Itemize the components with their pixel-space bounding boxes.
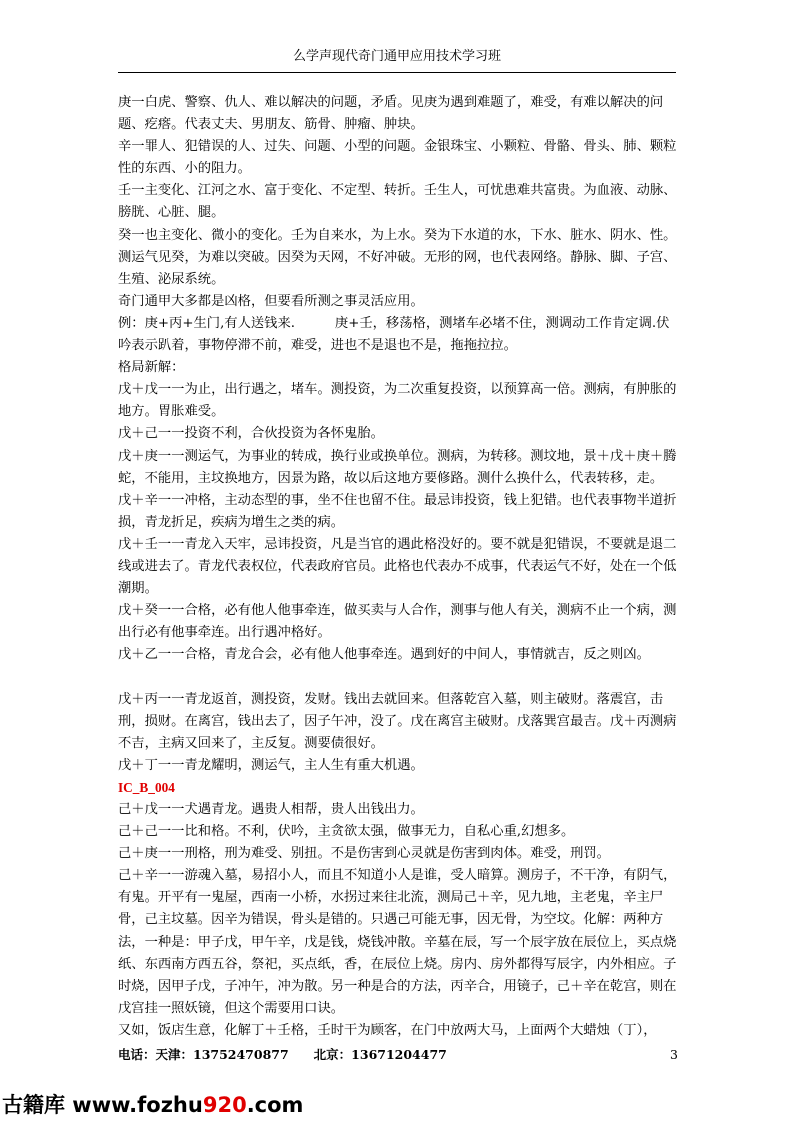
paragraph: 辛一罪人、犯错误的人、过失、问题、小型的问题。金银珠宝、小颗粒、骨骼、骨头、肺、颗粒性的东西、小的阻力。: [118, 139, 677, 177]
paragraph: 戊＋丙一一青龙返首，测投资，发财。钱出去就回来。但落乾宫入墓，则主破财。落震宫，击刑，损财。在离宫，钱出去了，因子午冲，没了。戊在离宫主破财。戊落巽宫最吉。戊＋丙测病不吉，主病又回来了，主反复。测要债很好。: [118, 691, 677, 751]
paragraph: 己＋戊一一犬遇青龙。遇贵人相帮，贵人出钱出力。: [118, 802, 424, 817]
site-watermark: [2, 1088, 303, 1122]
paragraph: 又如，饭店生意，化解丁＋壬格，壬时干为顾客，在门中放两大马，上面两个大蜡烛（丁），: [118, 1022, 657, 1038]
paragraph: 戊＋乙一一合格，青龙合会，必有他人他事牵连。遇到好的中间人，事情就吉，反之则凶。: [118, 647, 650, 663]
section-heading: 格局新解：: [118, 360, 185, 376]
page-number: 3: [670, 1047, 678, 1062]
paragraph: 壬一主变化、江河之水、富于变化、不定型、转折。壬生人，可忧患难共富贵。为血液、动脉、膀胱、心脏、腿。: [118, 183, 677, 221]
paragraph: 庚一白虎、警察、仇人、难以解决的问题，矛盾。见庚为遇到难题了，难受，有难以解决的问题、疙瘩。代表丈夫、男朋友、筋骨、肿瘤、肿块。: [118, 95, 664, 133]
paragraph: 戊＋癸一一合格，必有他人他事牵连，做买卖与人合作，测事与他人有关，测病不止一个病，测出行必有他事牵连。出行遇冲格好。: [118, 603, 677, 641]
watermark-suffix: .com: [246, 1093, 304, 1117]
section-code-label: IC_B_004: [118, 779, 175, 795]
paragraph: 奇门通甲大多都是凶格，但要看所测之事灵活应用。: [118, 293, 424, 309]
paragraph: 戊＋壬一一青龙入天牢，忌讳投资，凡是当官的遇此格没好的。要不就是犯错误，不要就是退二线或进去了。青龙代表权位，代表政府官员。此格也代表办不成事，代表运气不好，处在一个低潮期。: [118, 536, 677, 597]
paragraph: 例：庚+丙+生门,有人送钱来. 庚+壬，移荡格，测堵车必堵不住，测调动工作肯定调.伏吟表示趴着，事物停滞不前，难受，进也不是退也不是，拖拖拉拉。: [118, 315, 670, 354]
paragraph: 己＋庚一一刑格，刑为难受、别扭。不是伤害到心灵就是伤害到肉体。难受，刑罚。: [118, 846, 610, 862]
footer-contact-phones: 电话：天津：13752470877 北京：13671204477: [118, 1047, 447, 1062]
page-header-title: 么学声现代奇门通甲应用技术学习班: [292, 49, 501, 64]
watermark-text: 古籍库 www.fozhu: [2, 1093, 203, 1117]
header-divider: [118, 72, 676, 73]
paragraph: 己＋己一一比和格。不利，伏吟，主贪欲太强，做事无力，自私心重,幻想多。: [118, 824, 575, 840]
paragraph: 己＋辛一一游魂入墓，易招小人，而且不知道小人是谁，受人暗算。测房子，不干净，有阴气，有鬼。开平有一鬼屋，西南一小桥，水拐过来往北流，测局己＋辛，见九地，主老鬼，辛主尸骨，己主坟墓。因辛为错误，骨头是错的。只遇己可能无事，因无骨，为空坟。化解：两种方法，一种是：甲子戊，甲午辛，戊是钱，烧钱冲散。辛墓在辰，写一个辰字放在辰位上，买点烧纸、东西南方西五谷，祭祀，买点纸，香，在辰位上烧。房内、房外都得写辰字，内外相应。子时烧，因甲子戊，子冲午，冲为散。另一种是合的方法，丙辛合，用镜子，己＋辛在乾宫，则在戊宫挂一照妖镜，但这个需要用口诀。: [118, 868, 677, 1016]
paragraph: 戊＋己一一投资不利，合伙投资为各怀鬼胎。: [118, 426, 384, 442]
blank-line: [118, 666, 678, 688]
paragraph: 戊＋庚一一测运气，为事业的转成，换行业或换单位。测病，为转移。测坟地，景＋戊＋庚＋腾蛇，不能用，主坟换地方，因景为路，故以后这地方要修路。测什么换什么，代表转移，走。: [118, 448, 677, 486]
paragraph: 戊＋丁一一青龙耀明，测运气，主人生有重大机遇。: [118, 757, 424, 773]
watermark-accent: 920: [202, 1093, 247, 1117]
document-body: [118, 92, 678, 1042]
paragraph: 戊＋辛一一冲格，主动态型的事，坐不住也留不住。最忌讳投资，钱上犯错。也代表事物半道折损，青龙折足，疾病为增生之类的病。: [118, 492, 677, 530]
paragraph: 癸一也主变化、微小的变化。壬为自来水，为上水。癸为下水道的水，下水、脏水、阴水、性。测运气见癸，为难以突破。因癸为天网，不好冲破。无形的网，也代表网络。静脉、脚、子宫、生殖、泌尿系统。: [118, 227, 677, 287]
paragraph: 戊＋戊一一为止，出行遇之，堵车。测投资，为二次重复投资，以预算高一倍。测病，有肿胀的地方。胃胀难受。: [118, 382, 677, 420]
